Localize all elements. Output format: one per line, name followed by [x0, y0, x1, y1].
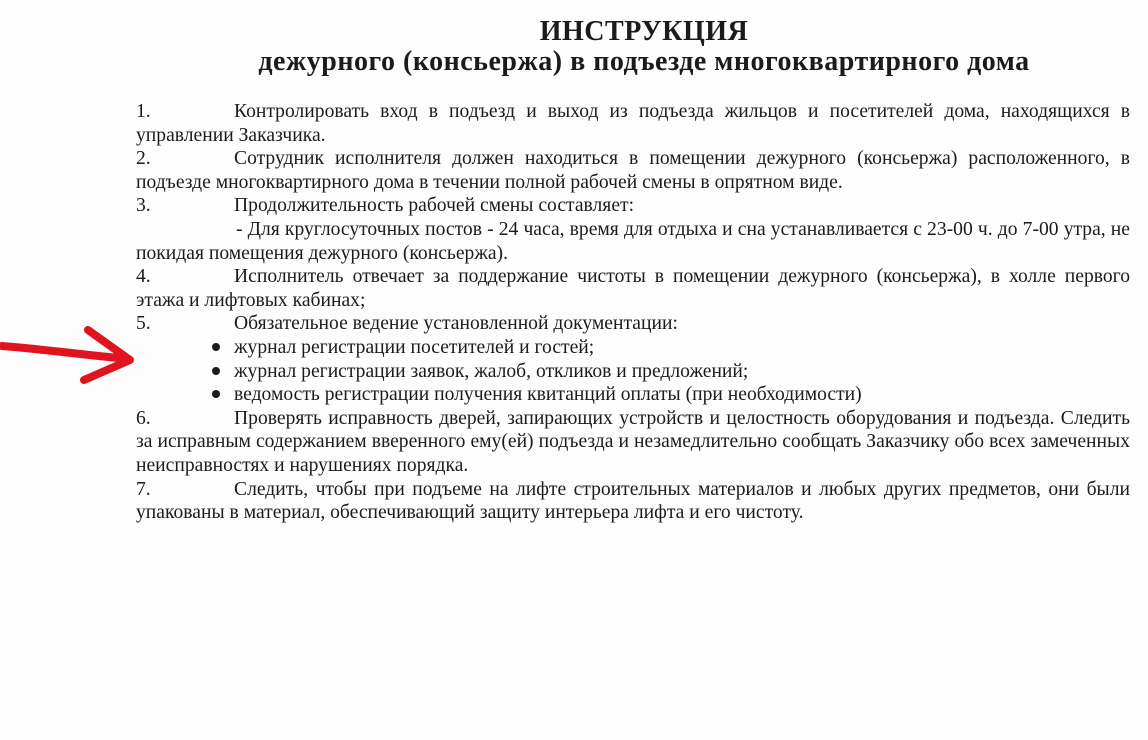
- item-number: 7.: [136, 478, 151, 500]
- list-item-6: [136, 407, 1130, 478]
- bullet-item: [208, 336, 1130, 360]
- red-arrow-icon: [0, 318, 140, 388]
- list-item-7: [136, 478, 1130, 525]
- arrow-shaft: [2, 346, 118, 358]
- item-text: Следить, чтобы при подъеме на лифте строительных материалов и любых других предметов, они были упакованы в материал, обеспечивающий защиту интерьера лифта и его чистоту.: [136, 478, 1130, 524]
- item-number: 2.: [136, 148, 151, 170]
- item-number: 4.: [136, 266, 151, 288]
- document-title: ИНСТРУКЦИЯ: [539, 16, 749, 47]
- document-body: [136, 100, 1130, 525]
- bullet-icon: [212, 367, 220, 375]
- documentation-bullet-list: [136, 336, 1130, 407]
- item-text: Обязательное ведение установленной документации:: [234, 313, 678, 335]
- item-number: 3.: [136, 195, 151, 217]
- item-text: Исполнитель отвечает за поддержание чистоты в помещении дежурного (консьержа), в холле первого этажа и лифтовых кабинах;: [136, 266, 1130, 311]
- item-number: 1.: [136, 101, 151, 122]
- bullet-item: [208, 360, 1130, 384]
- list-item-2: [136, 147, 1130, 194]
- bullet-text: ведомость регистрации получения квитанций оплаты (при необходимости): [234, 384, 862, 406]
- bullet-text: журнал регистрации посетителей и гостей;: [234, 336, 595, 358]
- document-subtitle: дежурного (консьержа) в подъезде многоквартирного дома: [258, 46, 1030, 77]
- list-item-1: [136, 100, 1130, 147]
- item-text: Продолжительность рабочей смены составляет:: [234, 195, 635, 217]
- document-heading: [0, 18, 1148, 76]
- item-number: 5.: [136, 313, 151, 335]
- bullet-item: [208, 383, 1130, 407]
- item-text: Проверять исправность дверей, запирающих устройств и целостность оборудования и подъезда. Следить за исправным содержанием вверенного ему(ей) подъезда и незамедлительно сообщать Заказчику обо всех замеченных неисправностях и нарушениях порядка.: [136, 407, 1130, 476]
- list-item-3-subparagraph: - Для круглосуточных постов - 24 часа, время для отдыха и сна устанавливается с 23-00 ч. до 7-00 утра, не покидая помещения дежурного (консьержа).: [136, 218, 1130, 264]
- item-number: 6.: [136, 407, 151, 429]
- bullet-icon: [212, 390, 220, 398]
- list-item-3: [136, 194, 1130, 218]
- list-item-5: [136, 312, 1130, 336]
- bullet-icon: [212, 343, 220, 351]
- item-text: Контролировать вход в подъезд и выход из подъезда жильцов и посетителей дома, находящихся в управлении Заказчика.: [136, 101, 1130, 146]
- item-text: Сотрудник исполнителя должен находиться в помещении дежурного (консьержа) расположенного, в подъезде многоквартирного дома в течении полной рабочей смены в опрятном виде.: [136, 148, 1130, 193]
- list-item-4: [136, 265, 1130, 312]
- bullet-text: журнал регистрации заявок, жалоб, откликов и предложений;: [234, 360, 749, 382]
